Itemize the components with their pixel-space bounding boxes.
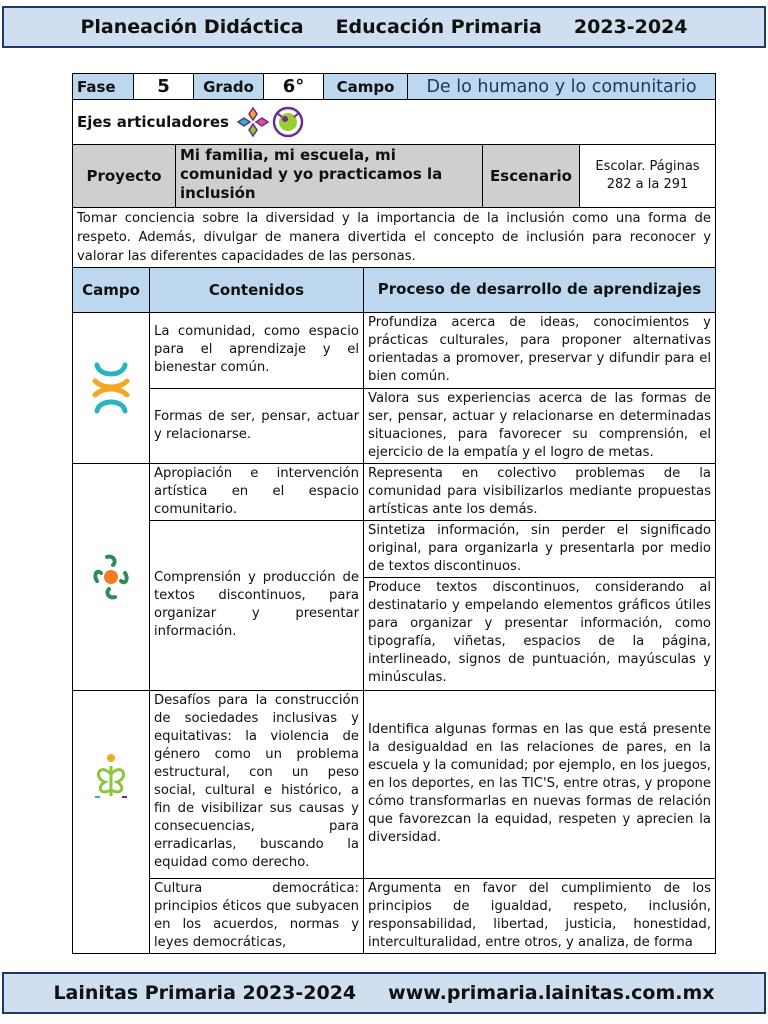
escenario-value: Escolar. Páginas 282 a la 291 [580, 145, 716, 208]
proceso-cell: Argumenta en favor del cumplimiento de los principios de igualdad, respeto, inclusión, responsabilidad, libertad, justicia, honestidad, interculturalidad, entre otros, y analiza, de forma [364, 878, 716, 953]
proceso-cell: Representa en colectivo problemas de la comunidad para visibilizarlos mediante propuestas artísticas ante los demás. [364, 463, 716, 520]
table-row [73, 312, 716, 388]
humano-comunitario-icon [89, 361, 133, 415]
campo-value: De lo humano y lo comunitario [408, 74, 716, 100]
proceso-cell: Valora sus experiencias acerca de las formas de ser, pensar, actuar y relacionarse en determinadas situaciones, para favorecer su comprensión, el ejercicio de la empatía y el logro de metas. [364, 388, 716, 463]
footer-right: www.primaria.lainitas.com.mx [388, 982, 715, 1004]
proceso-cell: Profundiza acerca de ideas, conocimientos y prácticas culturales, para proponer alternativas orientadas a promover, preservar y difundir para el bien común. [364, 312, 716, 388]
purpose-table [72, 208, 716, 268]
footer-left: Lainitas Primaria 2023-2024 [53, 982, 357, 1004]
proyecto-label: Proyecto [73, 145, 176, 208]
table-row [73, 463, 716, 520]
contenido-cell: Desafíos para la construcción de sociedades inclusivas y equitativas: la violencia de género como un problema estructural, con un peso social, cultural e histórico, a fin de visibilizar sus causas y consecuencias, para erradicarlas, buscando la equidad como derecho. [150, 690, 364, 878]
fase-value: 5 [134, 74, 194, 100]
contenido-cell: Cultura democrática: principios éticos que subyacen en los acuerdos, normas y leyes democráticas, [150, 878, 364, 953]
header-title: Planeación Didáctica [80, 16, 304, 38]
contenido-cell: Formas de ser, pensar, actuar y relacionarse. [150, 388, 364, 463]
proyecto-table [72, 145, 716, 209]
etica-naturaleza-icon [91, 752, 131, 800]
grado-value: 6° [264, 74, 324, 100]
content-table [72, 268, 716, 954]
contenido-cell: Comprensión y producción de textos discontinuos, para organizar y presentar información. [150, 520, 364, 690]
ejes-table [72, 100, 716, 145]
lenguajes-icon [91, 553, 131, 601]
proyecto-value: Mi familia, mi escuela, mi comunidad y yo practicamos la inclusión [176, 145, 483, 208]
pensamiento-critico-icon [271, 105, 305, 139]
campo-cell [73, 690, 150, 953]
planning-document [72, 73, 716, 954]
grado-label: Grado [194, 74, 264, 100]
ejes-cell [73, 100, 716, 144]
campo-cell [73, 463, 150, 690]
purpose-text: Tomar conciencia sobre la diversidad y la importancia de la inclusión como una forma de respeto. Además, divulgar de manera divertida el concepto de inclusión para reconocer y valorar las diferentes capacidades de las personas. [73, 208, 716, 268]
col-header-campo: Campo [73, 268, 150, 312]
table-row [73, 388, 716, 463]
table-row [73, 520, 716, 577]
col-header-proceso: Proceso de desarrollo de aprendizajes [364, 268, 716, 312]
campo-label: Campo [324, 74, 408, 100]
header-banner [2, 6, 766, 48]
proceso-cell: Produce textos discontinuos, considerando al destinatario y empelando elementos gráficos útiles para organizar y presentar información, como tipografía, viñetas, espacios de la página, interlineado, signos de puntuación, mayúsculas y minúsculas. [364, 577, 716, 690]
inclusion-icon [235, 105, 271, 139]
contenido-cell: Apropiación e intervención artística en el espacio comunitario. [150, 463, 364, 520]
footer-banner [2, 972, 766, 1014]
escenario-label: Escenario [483, 145, 580, 208]
header-year: 2023-2024 [573, 16, 688, 38]
table-row [73, 878, 716, 953]
ejes-label: Ejes articuladores [77, 112, 229, 131]
proceso-cell: Sintetiza información, sin perder el significado original, para organizarla y presentarla por medio de textos discontinuos. [364, 520, 716, 577]
info-table [72, 73, 716, 100]
campo-cell [73, 312, 150, 463]
header-level: Educación Primaria [335, 16, 542, 38]
contenido-cell: La comunidad, como espacio para el aprendizaje y el bienestar común. [150, 312, 364, 388]
fase-label: Fase [73, 74, 134, 100]
proceso-cell: Identifica algunas formas en las que está presente la desigualdad en las relaciones de pares, en la escuela y la comunidad; por ejemplo, en los juegos, en los deportes, en las TIC'S, entre otras, y propone cómo transformarlas en nuevas formas de relación que favorezcan la equidad, respeten y aprecien la diversidad. [364, 690, 716, 878]
col-header-contenidos: Contenidos [150, 268, 364, 312]
ejes-icons [235, 105, 305, 139]
table-row [73, 690, 716, 878]
